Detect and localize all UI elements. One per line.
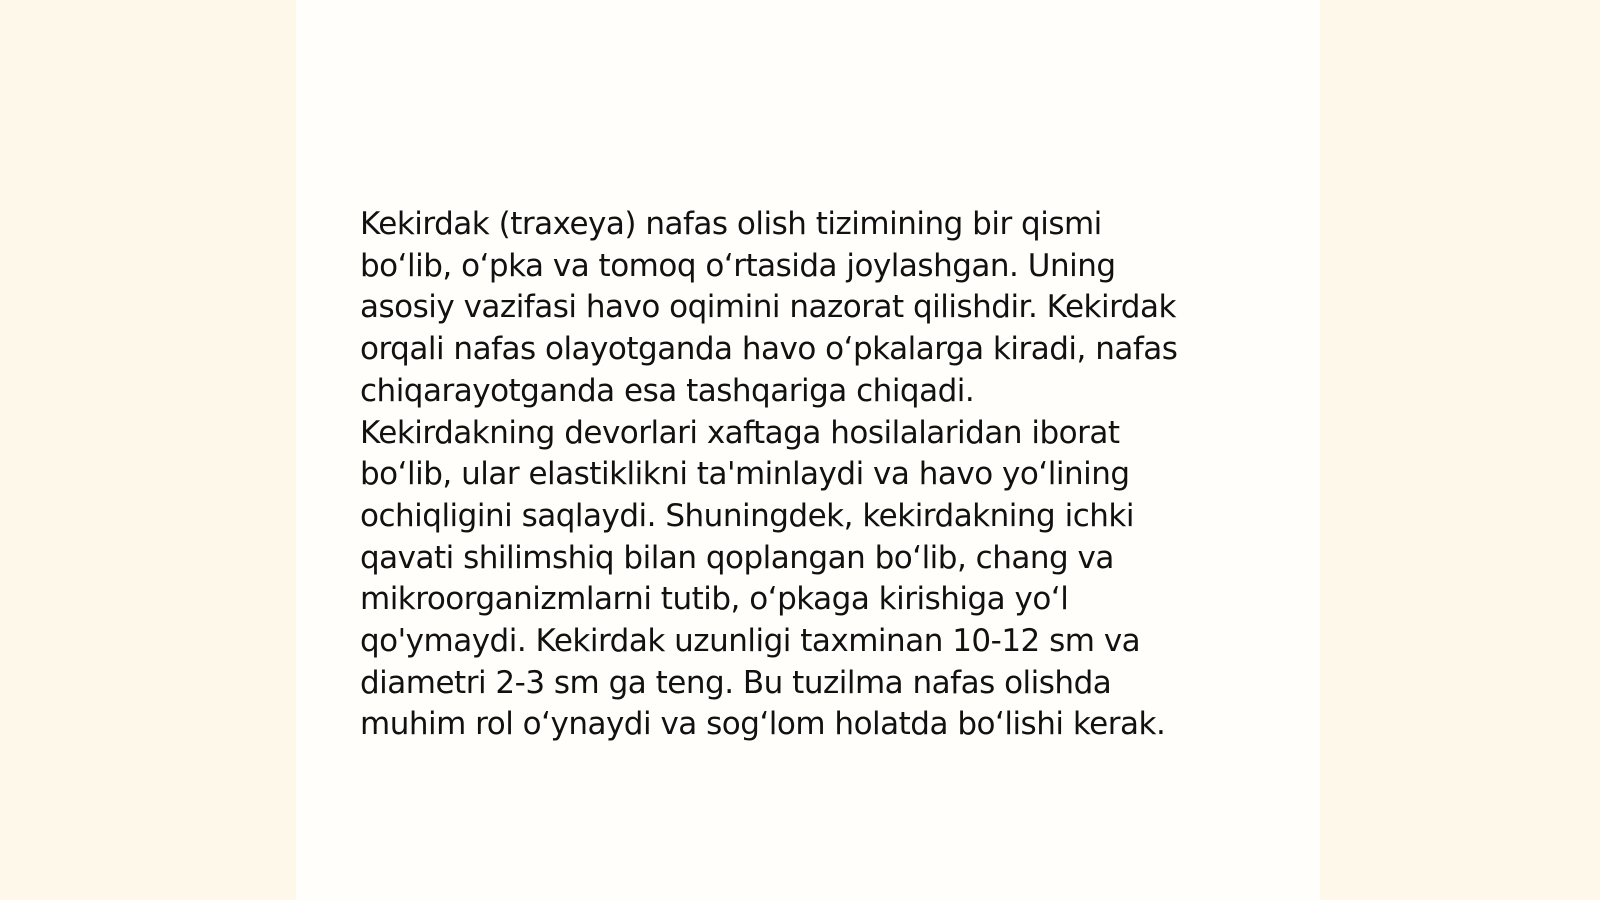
left-margin-panel bbox=[0, 0, 296, 900]
body-paragraph: Kekirdak (traxeya) nafas olish tizimining bir qismi boʻlib, oʻpka va tomoq oʻrtasida joylashgan. Uning asosiy vazifasi havo oqimini nazorat qilishdir. Kekirdak orqali nafas olayotganda havo oʻpkalarga kiradi, nafas chiqarayotganda esa tashqariga chiqadi. Kekirdakning devorlari xaftaga hosilalaridan iborat boʻlib, ular elastiklikni ta'minlaydi va havo yoʻlining ochiqligini saqlaydi. Shuningdek, kekirdakning ichki qavati shilimshiq bilan qoplangan boʻlib, chang va mikroorganizmlarni tutib, oʻpkaga kirishiga yoʻl qo'ymaydi. Kekirdak uzunligi taxminan 10-12 sm va diametri 2-3 sm ga teng. Bu tuzilma nafas olishda muhim rol oʻynaydi va sogʻlom holatda boʻlishi kerak. bbox=[360, 206, 1178, 743]
right-margin-panel bbox=[1320, 0, 1600, 900]
